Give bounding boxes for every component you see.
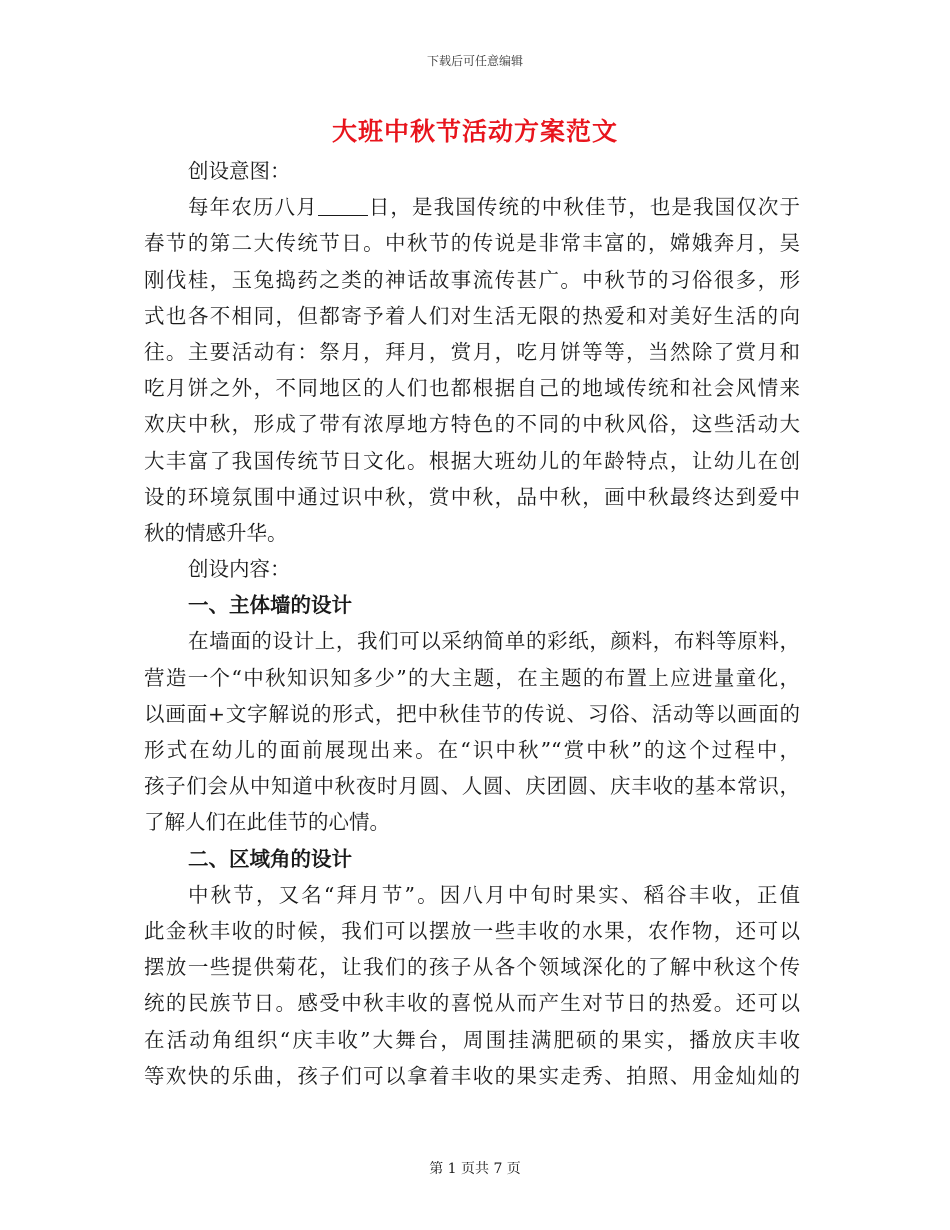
paragraph-line: 等欢快的乐曲，孩子们可以拿着丰收的果实走秀、拍照、用金灿灿的: [144, 1063, 800, 1088]
paragraph-line: 形式在幼儿的面前展现出来。在“识中秋”“赏中秋”的这个过程中，: [144, 738, 800, 762]
paragraph-line: 营造一个“中秋知识知多少”的大主题，在主题的布置上应进量童化，: [144, 665, 800, 690]
paragraph-line: 孩子们会从中知道中秋夜时月圆、人圆、庆团圆、庆丰收的基本常识，: [144, 774, 800, 799]
page-number: 第 1 页共 7 页: [429, 1161, 521, 1177]
paragraph-line: 创设内容：: [188, 557, 291, 582]
paragraph-line: 在活动角组织“庆丰收”大舞台，周围挂满肥硕的果实，播放庆丰收: [144, 1027, 800, 1052]
paragraph-line: 此金秋丰收的时候，我们可以摆放一些丰收的水果，农作物，还可以: [144, 918, 800, 943]
paragraph-line: 吃月饼之外，不同地区的人们也都根据自己的地域传统和社会风情来: [144, 376, 800, 401]
section-heading: 二、区域角的设计: [188, 846, 352, 871]
section-heading: 一、主体墙的设计: [188, 593, 352, 618]
paragraph-line: 往。主要活动有：祭月，拜月，赏月，吃月饼等等，当然除了赏月和: [144, 339, 800, 364]
fill-in-blank: [318, 195, 368, 216]
paragraph-line: 在墙面的设计上，我们可以采纳简单的彩纸，颜料，布料等原料，: [188, 629, 800, 654]
paragraph-line: 刚伐桂，玉兔捣药之类的神话故事流传甚广。中秋节的习俗很多，形: [144, 267, 800, 292]
text-fragment: 每年农历八月: [188, 195, 318, 220]
paragraph-line: 以画面+文字解说的形式，把中秋佳节的传说、习俗、活动等以画面的: [144, 701, 800, 726]
paragraph-line: 秋的情感升华。: [144, 520, 288, 545]
document-body: [144, 153, 800, 1094]
paragraph-line: 设的环境氛围中通过识中秋，赏中秋，品中秋，画中秋最终达到爱中: [144, 484, 800, 509]
text-fragment: 日，是我国传统的中秋佳节，也是我国仅次于: [367, 195, 801, 220]
paragraph-line: [144, 189, 800, 225]
paragraph-line: 欢庆中秋，形成了带有浓厚地方特色的不同的中秋风俗，这些活动大: [144, 412, 800, 437]
paragraph-line: 统的民族节日。感受中秋丰收的喜悦从而产生对节日的热爱。还可以: [144, 991, 800, 1016]
document-title: 大班中秋节活动方案范文: [331, 117, 618, 146]
paragraph-line: 春节的第二大传统节日。中秋节的传说是非常丰富的，嫦娥奔月，吴: [144, 231, 800, 256]
paragraph-line: 了解人们在此佳节的心情。: [144, 810, 390, 835]
paragraph-line: 式也各不相同，但都寄予着人们对生活无限的热爱和对美好生活的向: [144, 303, 800, 328]
paragraph-line: 大丰富了我国传统节日文化。根据大班幼儿的年龄特点，让幼儿在创: [144, 448, 800, 473]
paragraph-line: 创设意图：: [188, 159, 291, 183]
paragraph-line: 摆放一些提供菊花，让我们的孩子从各个领域深化的了解中秋这个传: [144, 955, 800, 980]
header-note: 下载后可任意编辑: [426, 54, 523, 68]
paragraph-line: 中秋节，又名“拜月节”。因八月中旬时果实、稻谷丰收，正值: [188, 882, 800, 907]
